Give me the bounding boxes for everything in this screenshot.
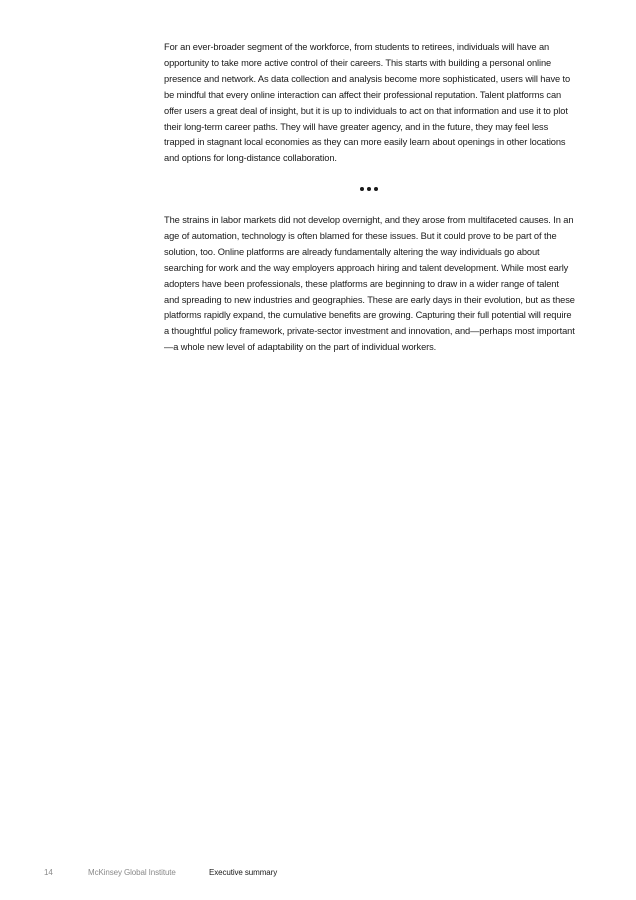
footer-section-title: Executive summary bbox=[209, 868, 278, 877]
page-number: 14 bbox=[44, 868, 53, 877]
section-separator-dots bbox=[360, 184, 378, 194]
separator-dot bbox=[374, 187, 378, 191]
separator-dot bbox=[360, 187, 364, 191]
separator-dot bbox=[367, 187, 371, 191]
footer-publisher: McKinsey Global Institute bbox=[88, 868, 176, 877]
body-paragraph-2: The strains in labor markets did not develop overnight, and they arose from multifaceted causes. In an age of automation, technology is often blamed for these issues. But it could prove to be part of the solution, too. Online platforms are already fundamentally altering the way individuals go about searching for work and the way employers approach hiring and talent development. While most early adopters have been professionals, these platforms are beginning to draw in a wider range of talent and spreading to new industries and geographies. These are early days in their evolution, but as these platforms rapidly expand, the cumulative benefits are growing. Capturing their full potential will require a thoughtful policy framework, private-sector investment and innovation, and—perhaps most important—a whole new level of adaptability on the part of individual workers. bbox=[164, 215, 575, 353]
body-paragraph-1: For an ever-broader segment of the workforce, from students to retirees, individuals will have an opportunity to take more active control of their careers. This starts with building a personal online presence and network. As data collection and analysis become more sophisticated, users will have to be mindful that every online interaction can affect their professional reputation. Talent platforms can offer users a great deal of insight, but it is up to individuals to act on that information and use it to plot their long-term career paths. They will have greater agency, and in the future, they may feel less trapped in stagnant local economies as they can more easily learn about openings in other locations and options for long-distance collaboration. bbox=[164, 42, 571, 164]
